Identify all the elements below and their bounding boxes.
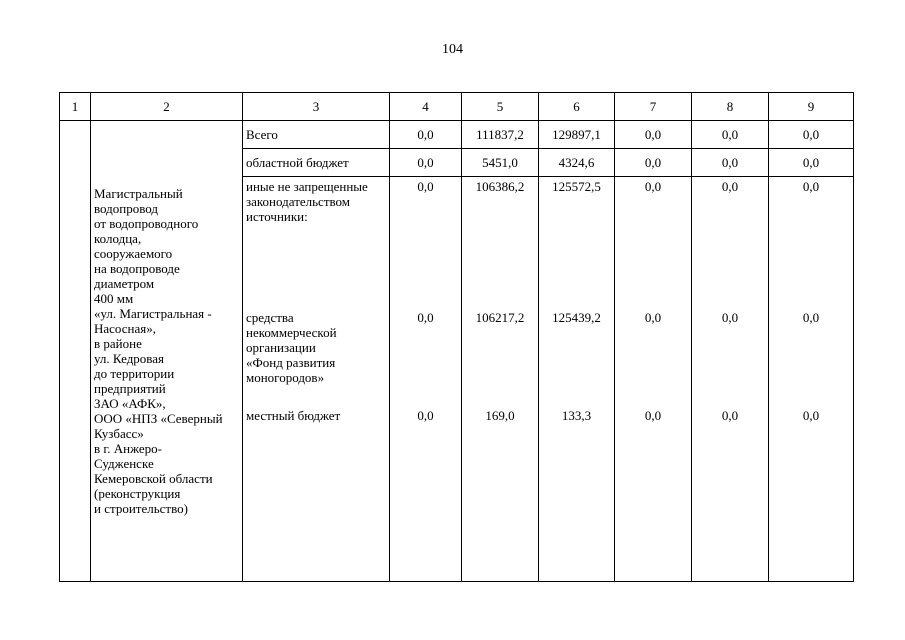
value-cell: 125439,2 — [552, 310, 601, 325]
value-cell: 0,0 — [417, 310, 434, 325]
text-line: ул. Кедровая — [94, 351, 165, 366]
value-cell: 0,0 — [644, 408, 662, 423]
object-name-cell — [91, 121, 243, 582]
value-cell: 169,0 — [485, 408, 515, 423]
value-block-cell — [615, 177, 692, 582]
value-cell: 0,0 — [417, 179, 434, 194]
row-number-cell — [60, 121, 91, 582]
value-cell: 0,0 — [769, 149, 854, 177]
value-cell: 0,0 — [644, 310, 662, 325]
value-cell: 0,0 — [802, 179, 820, 194]
header-row — [60, 93, 854, 121]
text-line: Насосная», — [94, 321, 156, 336]
source-cell: Всего — [243, 121, 390, 149]
value-cell: 0,0 — [417, 408, 434, 423]
text-line: законодательством — [246, 194, 351, 209]
source-other — [246, 179, 386, 310]
source-block-cell — [243, 177, 390, 582]
value-cell: 0,0 — [692, 149, 769, 177]
text-line: предприятий — [94, 381, 166, 396]
text-line: до территории — [94, 366, 175, 381]
text-line: в г. Анжеро- — [94, 441, 163, 456]
value-cell: 0,0 — [615, 121, 692, 149]
table-row-total — [60, 121, 854, 149]
value-block-cell — [390, 177, 462, 582]
text-line: 400 мм — [94, 291, 134, 306]
text-line: в районе — [94, 336, 142, 351]
text-line: «ул. Магистральная - — [94, 306, 212, 321]
text-line: моногородов» — [246, 370, 325, 385]
text-line: Судженске — [94, 456, 154, 471]
text-line: местный бюджет — [246, 408, 341, 423]
text-line: от водопроводного — [94, 216, 199, 231]
value-cell: 0,0 — [769, 121, 854, 149]
header-cell-2: 2 — [91, 93, 243, 121]
text-line: некоммерческой — [246, 325, 337, 340]
budget-table — [59, 92, 854, 582]
value-block-cell — [769, 177, 854, 582]
value-cell: 111837,2 — [462, 121, 539, 149]
text-line: колодца, — [94, 231, 142, 246]
header-cell-8: 8 — [692, 93, 769, 121]
text-line: Магистральный — [94, 186, 183, 201]
text-line: Кузбасс» — [94, 426, 144, 441]
text-line: водопровод — [94, 201, 159, 216]
value-cell: 0,0 — [721, 310, 739, 325]
header-cell-5: 5 — [462, 93, 539, 121]
value-cell: 133,3 — [561, 408, 592, 423]
value-cell: 0,0 — [390, 149, 462, 177]
text-line: диаметром — [94, 276, 155, 291]
value-cell: 0,0 — [802, 310, 820, 325]
text-line: Кемеровской области — [94, 471, 213, 486]
value-cell: 0,0 — [721, 179, 739, 194]
text-line: (реконструкция — [94, 486, 181, 501]
text-line: средства — [246, 310, 294, 325]
header-cell-3: 3 — [243, 93, 390, 121]
text-line: иные не запрещенные — [246, 179, 368, 194]
value-cell: 0,0 — [644, 179, 662, 194]
header-cell-7: 7 — [615, 93, 692, 121]
value-cell: 0,0 — [802, 408, 820, 423]
text-line: ЗАО «АФК», — [94, 396, 166, 411]
text-line: ООО «НПЗ «Северный — [94, 411, 223, 426]
source-nonprofit — [246, 310, 386, 408]
source-cell: областной бюджет — [243, 149, 390, 177]
value-cell: 0,0 — [721, 408, 739, 423]
header-cell-4: 4 — [390, 93, 462, 121]
text-line: организации — [246, 340, 316, 355]
value-cell: 0,0 — [615, 149, 692, 177]
text-line: и строительство) — [94, 501, 188, 516]
value-cell: 106217,2 — [475, 310, 525, 325]
value-cell: 125572,5 — [552, 179, 601, 194]
page-number: 104 — [442, 42, 463, 57]
object-name-text — [94, 186, 239, 516]
source-local-budget — [246, 408, 386, 498]
text-line: «Фонд развития — [246, 355, 336, 370]
value-block-cell — [692, 177, 769, 582]
value-cell: 129897,1 — [539, 121, 615, 149]
header-cell-9: 9 — [769, 93, 854, 121]
value-cell: 106386,2 — [475, 179, 525, 194]
header-cell-6: 6 — [539, 93, 615, 121]
text-line: сооружаемого — [94, 246, 173, 261]
value-block-cell — [539, 177, 615, 582]
text-line: источники: — [246, 209, 308, 224]
value-cell: 0,0 — [390, 121, 462, 149]
value-block-cell — [462, 177, 539, 582]
value-cell: 0,0 — [692, 121, 769, 149]
header-cell-1: 1 — [60, 93, 91, 121]
value-cell: 4324,6 — [539, 149, 615, 177]
value-cell: 5451,0 — [462, 149, 539, 177]
text-line: на водопроводе — [94, 261, 180, 276]
